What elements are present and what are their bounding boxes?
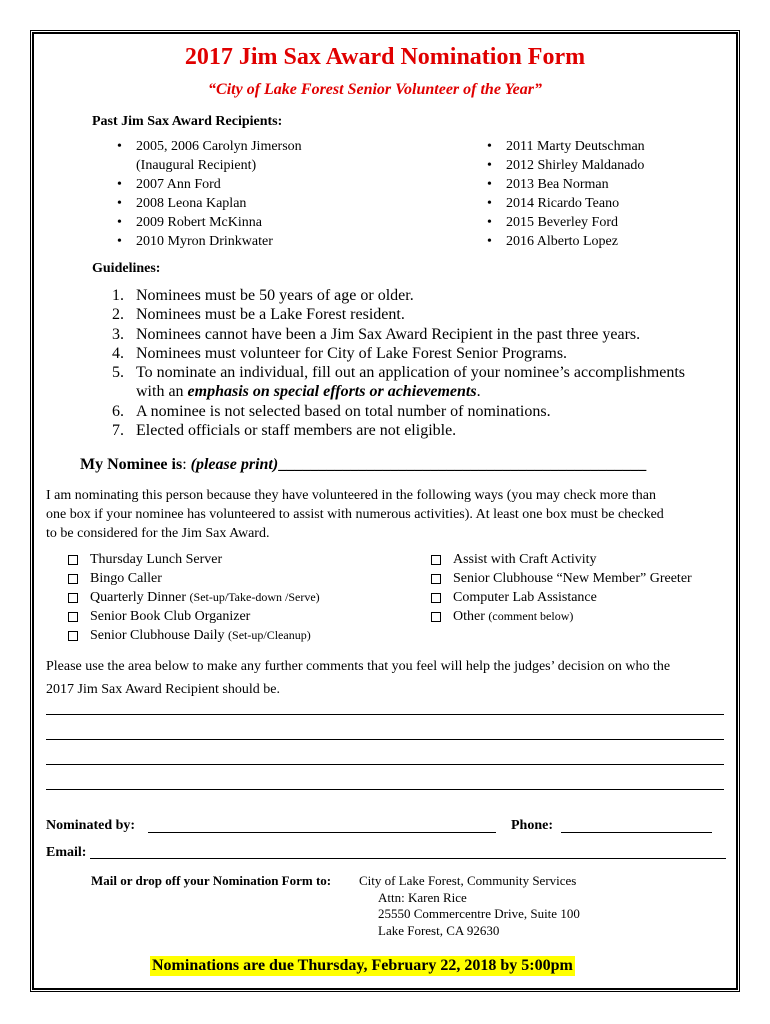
- activity-label: Computer Lab Assistance: [453, 590, 597, 605]
- recipient-text: 2011 Marty Deutschman: [506, 139, 645, 154]
- guidelines-heading: Guidelines:: [92, 261, 161, 276]
- deadline-banner: Nominations are due Thursday, February 22, 2018 by 5:00pm: [152, 957, 573, 974]
- guideline-text: with an: [136, 383, 188, 401]
- comment-line-2[interactable]: [46, 739, 724, 740]
- guideline-number: 5.: [112, 364, 124, 382]
- guideline-number: 2.: [112, 306, 124, 324]
- guideline-text: Elected officials or staff members are not eligible.: [136, 422, 457, 440]
- phone-field[interactable]: [561, 832, 712, 833]
- mail-address: [359, 873, 580, 939]
- guideline-number: 3.: [112, 325, 124, 343]
- list-item: [112, 363, 685, 402]
- guideline-emphasis: emphasis on special efforts or achievements: [187, 383, 477, 401]
- recipient-text: 2007 Ann Ford: [136, 177, 221, 192]
- activity-checkbox[interactable]: [431, 607, 692, 626]
- list-item: [117, 232, 302, 251]
- guideline-number: 7.: [112, 422, 124, 440]
- nominee-label: My Nominee is: [80, 456, 183, 473]
- form-title: 2017 Jim Sax Award Nomination Form: [184, 44, 586, 70]
- activity-checkbox[interactable]: [68, 607, 320, 626]
- checkbox-icon[interactable]: [431, 593, 441, 603]
- list-item: [117, 175, 302, 194]
- recipients-heading: Past Jim Sax Award Recipients:: [92, 114, 283, 129]
- form-subtitle: “City of Lake Forest Senior Volunteer of the Year”: [208, 81, 542, 98]
- activity-checkbox[interactable]: [68, 550, 320, 569]
- recipients-list-right: [487, 137, 645, 251]
- address-line: Lake Forest, CA 92630: [378, 922, 500, 938]
- recipient-text: 2008 Leona Kaplan: [136, 196, 247, 211]
- list-item: [112, 402, 685, 421]
- checkbox-icon[interactable]: [68, 612, 78, 622]
- recipient-text: 2014 Ricardo Teano: [506, 196, 620, 211]
- activity-label: Quarterly Dinner: [90, 590, 190, 605]
- activity-checkbox[interactable]: [68, 569, 320, 588]
- checkbox-icon[interactable]: [68, 593, 78, 603]
- comment-line-3[interactable]: [46, 764, 724, 765]
- recipient-text: 2012 Shirley Maldanado: [506, 158, 645, 173]
- nominee-colon: :: [182, 456, 191, 473]
- activity-label: Senior Book Club Organizer: [90, 609, 251, 624]
- comments-line: 2017 Jim Sax Award Recipient should be.: [46, 682, 280, 697]
- recipient-text: 2013 Bea Norman: [506, 177, 609, 192]
- checkbox-icon[interactable]: [431, 612, 441, 622]
- intro-line: I am nominating this person because they have volunteered in the following ways (you may check more than: [46, 488, 656, 503]
- guideline-number: 4.: [112, 344, 124, 362]
- intro-line: to be considered for the Jim Sax Award.: [46, 526, 270, 541]
- recipient-text: • 2005, 2006 Carolyn Jimerson: [136, 139, 302, 154]
- guideline-text: Nominees cannot have been a Jim Sax Award Recipient in the past three years.: [136, 325, 641, 343]
- activity-checkbox[interactable]: [431, 588, 692, 607]
- activity-note: (comment below): [488, 609, 574, 623]
- activities-left: [68, 550, 320, 645]
- address-line: 25550 Commercentre Drive, Suite 100: [378, 906, 580, 921]
- activity-label: Senior Clubhouse Daily: [90, 628, 229, 643]
- list-item: [112, 286, 685, 305]
- checkbox-icon[interactable]: [68, 631, 78, 641]
- recipients-list-left: [117, 137, 302, 251]
- activity-note: (Set-up/Cleanup): [228, 628, 311, 642]
- guideline-text: Nominees must be 50 years of age or older.: [136, 287, 414, 304]
- recipient-note: (Inaugural Recipient): [136, 158, 257, 173]
- email-label: Email:: [46, 845, 87, 860]
- list-item: [487, 175, 645, 194]
- nominee-hint: (please print): [190, 456, 279, 473]
- checkbox-icon[interactable]: [431, 555, 441, 565]
- nominated-by-label: Nominated by:: [46, 818, 136, 833]
- guideline-text: To nominate an individual, fill out an application of your nominee’s accomplishments: [136, 364, 685, 382]
- intro-paragraph: [46, 486, 726, 543]
- list-item: [112, 325, 685, 344]
- list-item: [112, 421, 685, 440]
- checkbox-icon[interactable]: [68, 555, 78, 565]
- nominee-row: [80, 456, 646, 474]
- guideline-number: 6.: [112, 402, 124, 420]
- activity-checkbox[interactable]: [431, 550, 692, 569]
- list-item: [487, 213, 645, 232]
- list-item: [117, 213, 302, 232]
- activity-note: (Set-up/Take-down /Serve): [189, 590, 320, 604]
- checkbox-icon[interactable]: [68, 574, 78, 584]
- activity-checkbox[interactable]: [68, 588, 320, 607]
- guideline-text: Nominees must be a Lake Forest resident.: [136, 306, 405, 324]
- activity-checkbox[interactable]: [431, 569, 692, 588]
- mail-label: Mail or drop off your Nomination Form to:: [91, 873, 332, 888]
- activity-label: Assist with Craft Activity: [453, 552, 597, 567]
- guideline-text: .: [476, 383, 481, 401]
- phone-label: Phone:: [511, 818, 553, 833]
- guideline-number: 1.: [112, 287, 124, 304]
- list-item: [117, 137, 302, 175]
- comments-instructions: [46, 655, 726, 701]
- list-item: [487, 232, 645, 251]
- guidelines-list: [112, 286, 685, 440]
- nominated-by-field[interactable]: [148, 832, 496, 833]
- list-item: [112, 344, 685, 363]
- email-field[interactable]: [90, 858, 726, 859]
- address-line: Attn: Karen Rice: [378, 889, 467, 905]
- activities-right: [431, 550, 692, 626]
- list-item: [487, 137, 645, 156]
- activity-label: Other: [453, 609, 489, 624]
- recipient-text: 2009 Robert McKinna: [136, 215, 262, 230]
- address-line: City of Lake Forest, Community Services: [359, 873, 577, 888]
- list-item: [117, 194, 302, 213]
- recipient-text: 2010 Myron Drinkwater: [136, 234, 273, 249]
- recipient-text: 2015 Beverley Ford: [506, 215, 618, 230]
- comment-line-1[interactable]: [46, 714, 724, 715]
- activity-label: Senior Clubhouse “New Member” Greeter: [453, 571, 692, 586]
- recipient-text: 2016 Alberto Lopez: [506, 234, 618, 249]
- list-item: [487, 156, 645, 175]
- activity-checkbox[interactable]: [68, 626, 320, 645]
- activity-label: Bingo Caller: [90, 571, 162, 586]
- activity-label: Thursday Lunch Server: [90, 552, 223, 567]
- list-item: [487, 194, 645, 213]
- guideline-text: A nominee is not selected based on total number of nominations.: [136, 402, 551, 420]
- list-item: [112, 305, 685, 324]
- intro-line: one box if your nominee has volunteered to assist with numerous activities). At least one box must be checked: [46, 507, 664, 522]
- comments-line: Please use the area below to make any further comments that you feel will help the judges’ decision on who the: [46, 659, 671, 674]
- guideline-text: Nominees must volunteer for City of Lake Forest Senior Programs.: [136, 344, 568, 362]
- comment-line-4[interactable]: [46, 789, 724, 790]
- checkbox-icon[interactable]: [431, 574, 441, 584]
- nominee-input-line[interactable]: ______________________________________________: [278, 456, 647, 473]
